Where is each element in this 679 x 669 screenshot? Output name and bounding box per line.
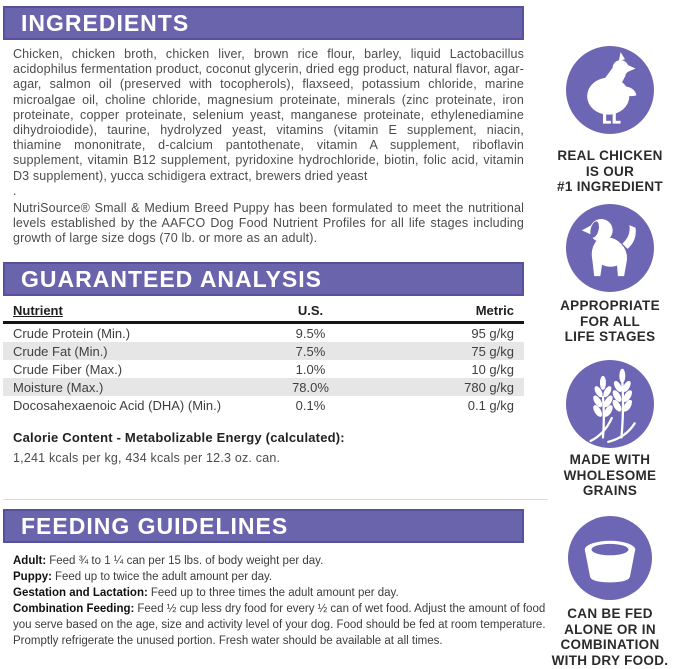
puppy-icon — [566, 204, 654, 292]
feeding-label: Combination Feeding: — [13, 603, 135, 615]
section-divider — [3, 499, 548, 500]
cell-nutrient: Crude Protein (Min.) — [13, 325, 131, 341]
feeding-guidelines-section — [3, 499, 555, 649]
table-row — [3, 378, 524, 396]
cell-metric: 0.1 g/kg — [467, 397, 514, 413]
feeding-label: Adult: — [13, 555, 47, 567]
cell-metric: 95 g/kg — [471, 325, 514, 341]
feeding-line-combination: Combination Feeding: Feed ½ cup less dry food for every ½ can of wet food. Adjust the amount of food you serve based on the age, size and activity level of your dog. Food should be fed at room temperature. Promptly refrigerate the unused portion. Fresh water should be available at all times. — [13, 603, 546, 647]
ingredients-header-bar — [3, 6, 524, 40]
badge-caption: CAN BE FED ALONE OR IN COMBINATION WITH DRY FOOD. — [551, 606, 669, 668]
analysis-table — [3, 300, 524, 414]
feeding-header-bar — [3, 509, 524, 543]
stray-period: . — [13, 183, 17, 198]
cell-nutrient: Crude Fiber (Max.) — [13, 361, 123, 377]
table-header-row — [3, 300, 524, 321]
cell-us: 1.0% — [295, 361, 326, 377]
aafco-statement: NutriSource® Small & Medium Breed Puppy has been formulated to meet the nutritional levels established by the AAFCO Dog Food Nutrient Profiles for all life stages including growth of large size dogs (70 lb. or more as an adult). — [13, 200, 524, 246]
ingredients-section — [3, 6, 524, 246]
badge-combination-feeding — [541, 516, 679, 668]
feeding-line-adult: Adult: Feed ¾ to 1 ¼ can per 15 lbs. of body weight per day. — [13, 555, 324, 567]
table-row — [3, 396, 524, 414]
badge-wholesome-grains — [541, 360, 679, 499]
wheat-icon — [566, 360, 654, 448]
feeding-text — [13, 553, 553, 649]
cell-us: 9.5% — [295, 325, 326, 341]
col-header-us: U.S. — [297, 303, 324, 318]
chicken-icon — [566, 46, 654, 134]
col-header-nutrient: Nutrient — [13, 303, 63, 318]
badge-real-chicken — [541, 46, 679, 195]
table-row — [3, 360, 524, 378]
analysis-title: GUARANTEED ANALYSIS — [21, 265, 322, 292]
cell-nutrient: Crude Fat (Min.) — [13, 343, 108, 359]
feeding-line-gestation: Gestation and Lactation: Feed up to three times the adult amount per day. — [13, 587, 399, 599]
badge-caption: APPROPRIATE FOR ALL LIFE STAGES — [560, 298, 660, 344]
cell-us: 78.0% — [292, 379, 329, 395]
badge-life-stages — [541, 204, 679, 345]
table-row — [3, 324, 524, 342]
dog-bowl-icon — [568, 516, 652, 600]
calorie-content-value: 1,241 kcals per kg, 434 kcals per 12.3 oz. can. — [13, 451, 281, 465]
cell-us: 0.1% — [295, 397, 326, 413]
badge-caption: MADE WITH WHOLESOME GRAINS — [563, 452, 657, 498]
badge-column — [541, 0, 679, 669]
badge-caption: REAL CHICKEN IS OUR #1 INGREDIENT — [557, 148, 663, 194]
ingredients-list: Chicken, chicken broth, chicken liver, brown rice flour, barley, liquid Lactobacillus acidophilus fermentation product, coconut glycerin, dried egg product, natural flavor, agar-agar, salmon oil (preserved with tocopherols), flaxseed, potassium chloride, marine microalgae oil, choline chloride, magnesium proteinate, minerals (zinc proteinate, iron proteinate, copper proteinate, selenium yeast, manganese proteinate, ethylenediamine dihydroiodide), taurine, hydrolyzed yeast, vitamins (vitamin E supplement, niacin, thiamine mononitrate, d-calcium pantothenate, vitamin A supplement, riboflavin supplement, vitamin B12 supplement, pyridoxine hydrochloride, biotin, folic acid, vitamin D3 supplement), yucca schidigera extract, brewers dried yeast — [13, 47, 524, 183]
cell-nutrient: Moisture (Max.) — [13, 379, 104, 395]
cell-us: 7.5% — [295, 343, 326, 359]
col-header-metric: Metric — [475, 303, 514, 318]
analysis-header-bar — [3, 262, 524, 296]
cell-metric: 75 g/kg — [471, 343, 514, 359]
cell-nutrient: Docosahexaenoic Acid (DHA) (Min.) — [13, 397, 222, 413]
cell-metric: 10 g/kg — [471, 361, 514, 377]
calorie-content-heading: Calorie Content - Metabolizable Energy (calculated): — [13, 430, 345, 445]
table-row — [3, 342, 524, 360]
feeding-label: Puppy: — [13, 571, 52, 583]
feeding-line-puppy: Puppy: Feed up to twice the adult amount per day. — [13, 571, 273, 583]
guaranteed-analysis-section — [3, 262, 524, 465]
cell-metric: 780 g/kg — [464, 379, 514, 395]
ingredients-title: INGREDIENTS — [21, 9, 190, 36]
feeding-label: Gestation and Lactation: — [13, 587, 148, 599]
feeding-title: FEEDING GUIDELINES — [21, 512, 289, 539]
